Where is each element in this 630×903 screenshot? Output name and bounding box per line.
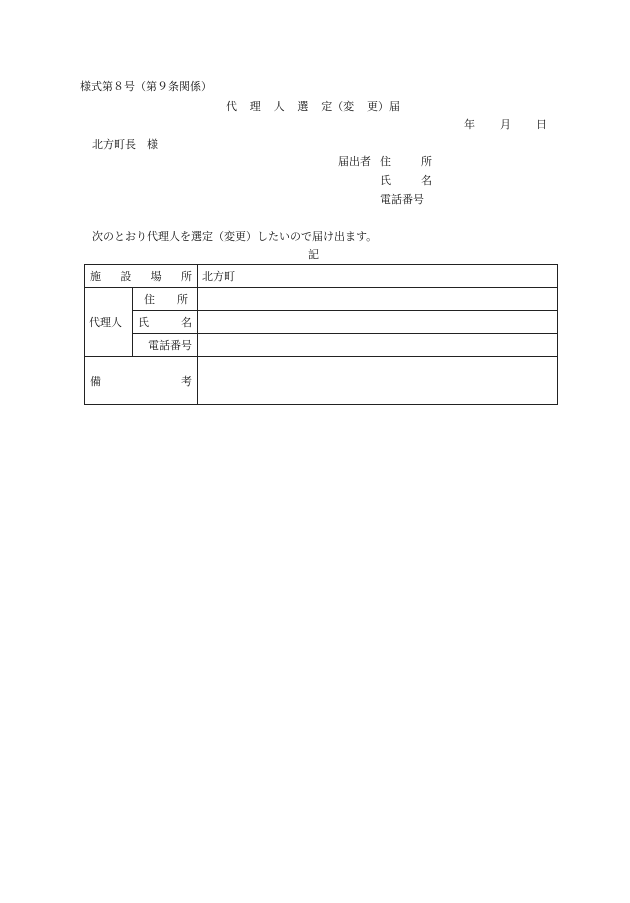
remarks-char-2: 考 [181,374,192,388]
facility-label-char-3: 場 [150,270,162,283]
facility-row [85,265,558,288]
agent-label: 代理人 [85,288,133,357]
title-char-3: 人 [273,100,285,113]
applicant-phone-label: 電話番号 [380,193,424,206]
recipient: 北方町長 様 [92,138,158,151]
body-text: 次のとおり代理人を選定（変更）したいので届け出ます。 [92,230,378,243]
title-char-1: 代 [226,100,237,113]
form-title [226,100,400,114]
title-char-6: 更）届 [366,100,400,113]
applicant-label: 届出者 [338,155,371,168]
agent-phone-label: 電話番号 [133,334,198,357]
facility-label [85,265,198,288]
facility-label-char-4: 所 [180,270,192,283]
agent-phone-row [85,334,558,357]
agent-address-label [133,288,198,311]
title-char-2: 理 [249,100,261,113]
agent-name-char-2: 名 [181,316,192,329]
applicant-name-char-1: 氏 [380,174,391,187]
agent-name-label [133,311,198,334]
date-year: 年 [464,118,475,131]
applicant-name-char-2: 名 [421,174,432,187]
remarks-char-1: 備 [90,374,101,388]
facility-value-field[interactable]: 北方町 [198,265,558,288]
agent-name-char-1: 氏 [138,316,149,329]
ki-mark: 記 [308,248,319,261]
date-month: 月 [500,118,511,131]
applicant-name-label [380,174,432,188]
agent-name-field[interactable] [198,311,558,334]
form-number: 様式第８号（第９条関係） [80,80,212,93]
remarks-field[interactable] [198,357,558,405]
agent-name-row [85,311,558,334]
facility-label-char-2: 設 [120,270,132,283]
date-day: 日 [536,118,547,131]
title-char-4: 選 [297,100,309,113]
applicant-address-char-1: 住 [380,155,391,168]
agent-address-field[interactable] [198,288,558,311]
agent-address-char-2: 所 [177,293,188,306]
applicant-address-char-2: 所 [421,155,432,168]
applicant-address-label [380,155,432,169]
title-char-5: 定（変 [321,100,355,113]
agent-address-char-1: 住 [144,293,155,306]
form-table [84,264,558,405]
agent-phone-field[interactable] [198,334,558,357]
agent-address-row [85,288,558,311]
facility-label-char-1: 施 [90,270,101,283]
remarks-label [85,357,198,405]
remarks-row [85,357,558,405]
